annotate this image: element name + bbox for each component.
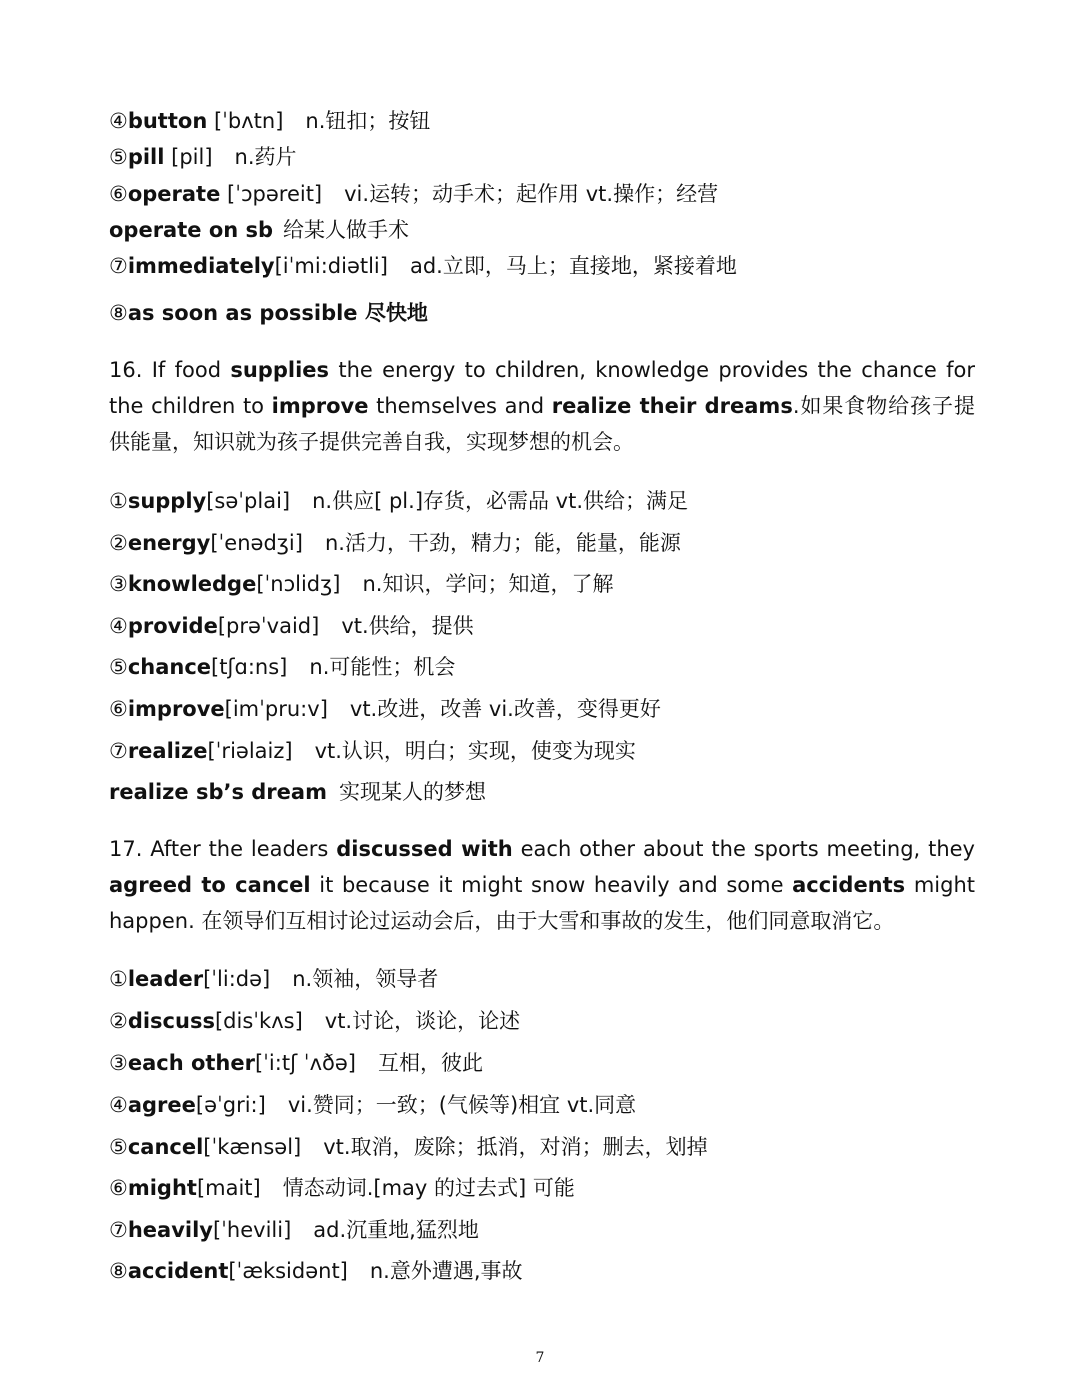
vocab-entry [109,1173,575,1203]
sentence-text: the energy to children, knowledge provides the chance for the children to [109,358,975,418]
sentence-text: it because it might snow heavily and some [310,873,793,897]
phrase-entry [109,298,428,328]
entry-number: ⑤ [109,1135,128,1159]
entry-word: provide [127,614,218,638]
entry-word: button [127,109,208,133]
sentence-text: each other about the sports meeting, they [512,837,975,861]
sentence-17 [109,831,975,939]
vocab-entry [109,964,438,994]
entry-phonetic: [ˈbʌtn] [207,109,284,133]
entry-definition: 互相，彼此 [377,1051,483,1075]
vocab-entry [109,1048,483,1078]
entry-definition: vt.认识，明白；实现，使变为现实 [314,739,636,763]
page-number: 7 [535,1350,545,1366]
entry-phonetic: [imˈpru:v] [224,697,328,721]
entry-phonetic: [əˈgri:] [195,1093,266,1117]
entry-word: chance [127,655,212,679]
entry-word: operate [127,182,221,206]
entry-word: agree [127,1093,196,1117]
entry-definition: n.可能性；机会 [309,655,456,679]
vocab-entry [109,106,430,136]
entry-word: energy [127,531,211,555]
entry-number: ③ [109,1051,128,1075]
entry-phonetic: [ˈɔpəreit] [220,182,323,206]
vocab-entry [109,1006,520,1036]
sentence-16 [109,352,975,460]
sentence-text: themselves and [368,394,552,418]
entry-word: heavily [127,1218,213,1242]
entry-phonetic: [disˈkʌs] [214,1009,303,1033]
entry-word: immediately [127,254,275,278]
phrase-english: operate on sb [109,218,274,242]
key-word: discussed with [336,837,513,861]
entry-word: leader [127,967,204,991]
vocab-entry [109,569,613,599]
entry-phonetic: [ˈli:də] [203,967,271,991]
entry-definition: vt.改进，改善 vi.改善，变得更好 [349,697,661,721]
entry-word: improve [127,697,225,721]
entry-phonetic: [ˈenədʒi] [210,531,303,555]
entry-phonetic: [prəˈvaid] [217,614,320,638]
entry-word: realize [127,739,208,763]
vocab-entry [109,486,688,516]
entry-definition: n.供应[ pl.]存货，必需品 vt.供给；满足 [312,489,689,513]
phrase-entry [109,777,486,807]
phrase-english: realize sb’s dream [109,780,327,804]
entry-definition: n.活力，干劲，精力；能，能量，能源 [324,531,681,555]
entry-definition: ad.立即，马上；直接地，紧接着地 [409,254,737,278]
entry-definition: n.钮扣；按钮 [305,109,431,133]
entry-definition: vi.运转；动手术；起作用 vt.操作；经营 [344,182,719,206]
entry-definition: n.药片 [234,145,297,169]
phrase-english: as soon as possible 尽快地 [127,301,428,325]
entry-definition: vi.赞同；一致；(气候等)相宜 vt.同意 [287,1093,637,1117]
entry-number: ⑥ [109,697,128,721]
entry-phonetic: [ˈriəlaiz] [207,739,293,763]
phrase-entry [109,215,409,245]
entry-number: ③ [109,572,128,596]
entry-phonetic: [ˈæksidənt] [228,1259,348,1283]
entry-phonetic: [səˈplai] [206,489,291,513]
sentence-text: 17. After the leaders [109,837,337,861]
entry-number: ⑦ [109,739,128,763]
entry-phonetic: [pil] [164,145,213,169]
entry-number: ② [109,531,128,555]
entry-word: might [127,1176,197,1200]
phrase-chinese: 给某人做手术 [283,218,410,242]
sentence-text: might happen. 在领导们互相讨论过运动会后，由于大雪和事故的发生，他们同意取消它。 [109,873,975,933]
entry-definition: n.意外遭遇,事故 [369,1259,523,1283]
key-word: accidents [792,873,906,897]
vocab-entry [109,142,297,172]
entry-word: pill [127,145,165,169]
entry-phonetic: [ˈhevili] [212,1218,292,1242]
entry-word: cancel [127,1135,204,1159]
entry-word: each other [127,1051,255,1075]
entry-number: ④ [109,109,128,133]
vocab-entry [109,736,636,766]
sentence-text: 16. If food [109,358,231,382]
entry-word: discuss [127,1009,215,1033]
entry-number: ① [109,967,128,991]
entry-number: ② [109,1009,128,1033]
key-word: improve [271,394,369,418]
vocab-entry [109,1256,523,1286]
vocab-entry [109,1090,636,1120]
phrase-chinese: 实现某人的梦想 [338,780,486,804]
entry-definition: vt.取消，废除；抵消，对消；删去，划掉 [323,1135,708,1159]
sentence-text: .如果食物给孩子提供能量，知识就为孩子提供完善自我，实现梦想的机会。 [109,394,975,454]
entry-number: ④ [109,614,128,638]
entry-number: ⑦ [109,254,128,278]
entry-definition: n.知识，学问；知道，了解 [362,572,614,596]
entry-definition: ad.沉重地,猛烈地 [313,1218,479,1242]
entry-number: ⑤ [109,655,128,679]
entry-word: accident [127,1259,229,1283]
entry-definition: 情态动词.[may 的过去式] 可能 [282,1176,575,1200]
entry-number: ⑥ [109,1176,128,1200]
entry-phonetic: [tʃɑ:ns] [211,655,288,679]
vocab-entry [109,694,661,724]
entry-definition: n.领袖，领导者 [292,967,439,991]
entry-number: ⑤ [109,145,128,169]
vocab-entry [109,611,474,641]
key-word: realize their dreams [551,394,793,418]
entry-phonetic: [ˈi:tʃ ˈʌðə] [254,1051,356,1075]
entry-number: ⑧ [109,301,128,325]
entry-phonetic: [mait] [196,1176,261,1200]
vocab-entry [109,528,681,558]
entry-number: ⑧ [109,1259,128,1283]
vocab-entry [109,652,455,682]
entry-number: ⑥ [109,182,128,206]
entry-number: ⑦ [109,1218,128,1242]
key-word: agreed to cancel [109,873,311,897]
key-word: supplies [230,358,330,382]
entry-phonetic: [iˈmi:diətli] [274,254,388,278]
entry-definition: vt.供给，提供 [341,614,474,638]
vocab-entry [109,1132,708,1162]
vocab-entry [109,1215,479,1245]
entry-word: knowledge [127,572,257,596]
vocab-entry [109,179,718,209]
vocab-entry [109,251,737,281]
entry-phonetic: [ˈkænsəl] [203,1135,302,1159]
entry-number: ④ [109,1093,128,1117]
entry-definition: vt.讨论，谈论，论述 [324,1009,521,1033]
entry-word: supply [127,489,207,513]
entry-number: ① [109,489,128,513]
entry-phonetic: [ˈnɔlidʒ] [256,572,341,596]
